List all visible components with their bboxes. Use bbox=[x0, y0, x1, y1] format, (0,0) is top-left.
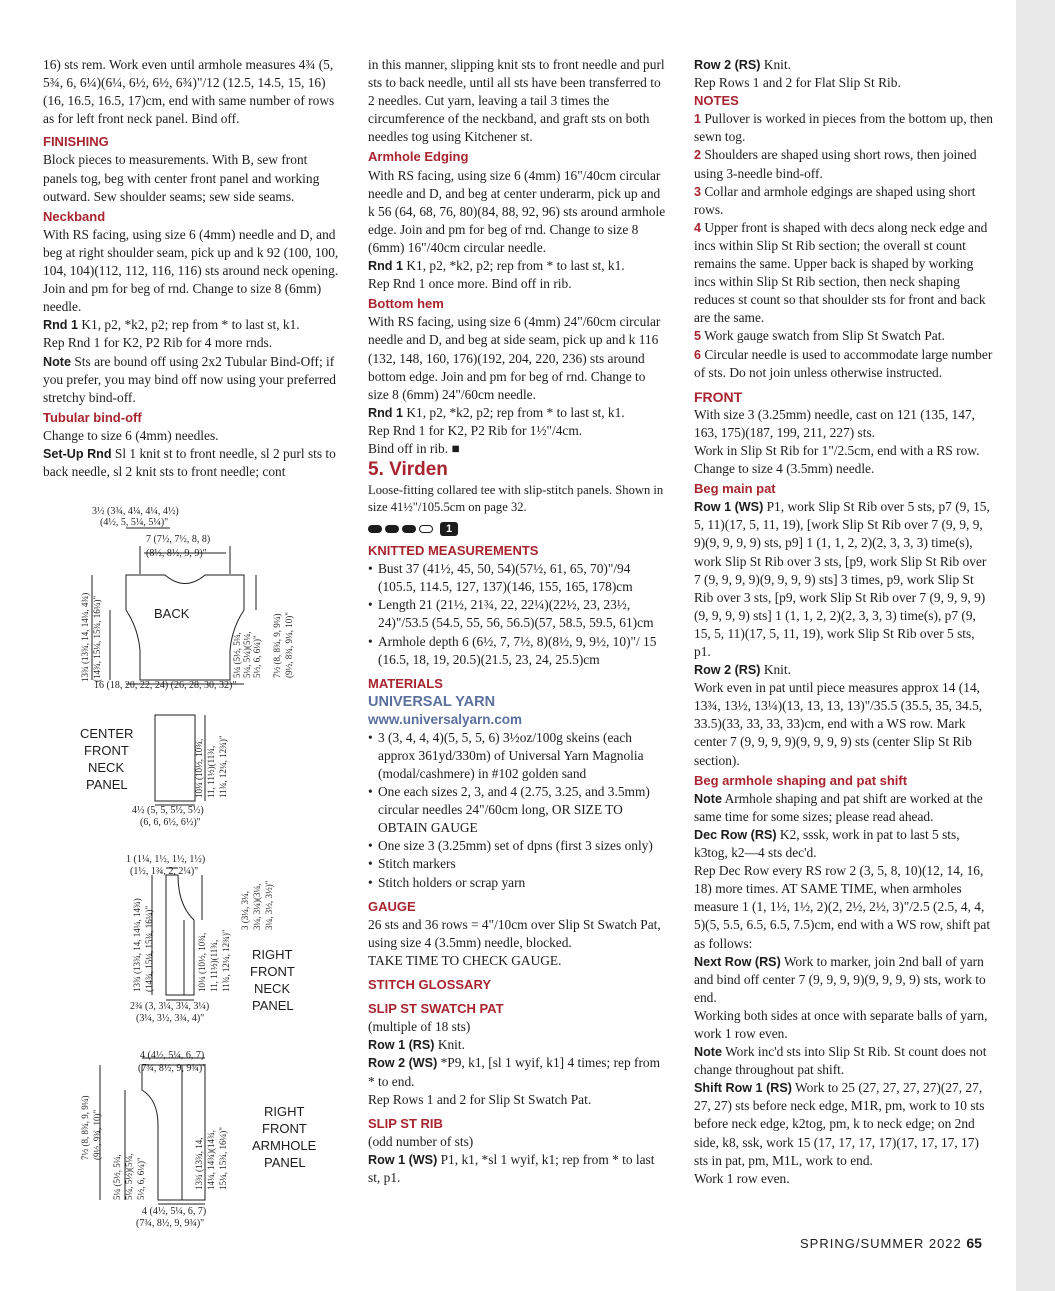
note-label: Note bbox=[694, 791, 722, 806]
rnd1-label: Rnd 1 bbox=[43, 318, 78, 333]
back-right-measure-1: 7½ (8, 8¾, 9, 9¼) bbox=[272, 613, 282, 678]
swatch-row2 bbox=[368, 1054, 668, 1090]
note-text: Shoulders are shaped using short rows, then joined using 3-needle bind-off. bbox=[694, 147, 977, 181]
rfarm-left-1: 7½ (8, 8¾, 9, 9¼) bbox=[80, 1095, 90, 1160]
gauge-text: 26 sts and 36 rows = 4"/10cm over Slip St Swatch Pat, using size 4 (3.5mm) needle, blocked. bbox=[368, 916, 661, 950]
row-text: P1, k1, *sl 1 wyif, k1; rep from * to last st, p1. bbox=[368, 1151, 655, 1185]
note-1 bbox=[694, 110, 994, 146]
list-item: • Armhole depth 6 (6½, 7, 7½, 8)(8½, 9, 9½, 10)"/ 15 (16.5, 18, 19, 20.5)(21.5, 23, 24, 25.5)cm bbox=[368, 633, 668, 669]
note-number: 6 bbox=[694, 347, 702, 362]
materials-heading: MATERIALS bbox=[368, 675, 443, 691]
center-label-2: FRONT bbox=[84, 743, 129, 758]
back-outline bbox=[126, 575, 244, 680]
rfneck-label-1: RIGHT bbox=[252, 947, 293, 962]
note-text: Armhole shaping and pat shift are worked at the same time for some sizes; please read ahead. bbox=[694, 790, 983, 824]
back-label: BACK bbox=[154, 606, 190, 621]
skill-number: 1 bbox=[440, 522, 458, 536]
bottom-hem-heading: Bottom hem bbox=[368, 296, 444, 312]
back-left-measure-2: (14¾, 15¼, 15¾, 16¼)" bbox=[92, 595, 102, 682]
rfneck-label-2: FRONT bbox=[250, 964, 295, 979]
rfarm-arm-3: 5½, 6, 6¼)" bbox=[136, 1157, 146, 1200]
setup-text: Sl 1 knit st to front needle, sl 2 purl sts to back needle, sl 2 knit sts to front needle; cont bbox=[43, 445, 336, 480]
page-footer bbox=[800, 1235, 982, 1251]
note-number: 3 bbox=[694, 184, 702, 199]
note-number: 2 bbox=[694, 148, 702, 163]
rfarm-bottom-1: 4 (4½, 5¼, 6, 7) bbox=[142, 1206, 207, 1217]
list-item: • Length 21 (21½, 21¾, 22, 22¼)(22½, 23, 23½, 24)"/53.5 (54.5, 55, 56, 56.5)(57, 58.5, 59.5, 61)cm bbox=[368, 596, 668, 632]
finishing-text: Block pieces to measurements. With B, sew front panels tog, beg with center front panel and working outward. Sew shoulder seams; sew side seams. bbox=[43, 152, 320, 204]
rnd1-text: K1, p2, *k2, p2; rep from * to last st, k1. bbox=[77, 317, 300, 333]
both-sides: Working both sides at once with separate balls of yarn, work 1 row even. bbox=[694, 1007, 988, 1041]
row-label: Shift Row 1 (RS) bbox=[694, 1081, 792, 1096]
next-row bbox=[694, 953, 994, 1007]
shift-row1 bbox=[694, 1079, 994, 1169]
armhole-heading: Armhole Edging bbox=[368, 149, 469, 165]
rfneck-label-4: PANEL bbox=[252, 998, 294, 1013]
rfneck-right-1: 3 (3¼, 3¼, bbox=[240, 891, 250, 930]
column-3 bbox=[694, 56, 994, 1188]
rfneck-label-3: NECK bbox=[254, 981, 291, 996]
swatch-multiple: (multiple of 18 sts) bbox=[368, 1019, 471, 1035]
rfneck-left-1: 13¾ (13¾, 14, 14¼, 14¾) bbox=[132, 898, 142, 992]
rfneck-mid-3: 11¾, 12¼, 12¾)" bbox=[221, 929, 231, 992]
pattern-title: 5. Virden bbox=[368, 459, 448, 481]
skill-level-icon bbox=[368, 520, 668, 538]
rib-row2 bbox=[694, 56, 994, 74]
row-text: *P9, k1, [sl 1 wyif, k1] 4 times; rep from * to end. bbox=[368, 1055, 661, 1089]
row-text: Work to marker, join 2nd ball of yarn and bind off center 7 (9, 9, 9, 9)(9, 9, 9, 9) sts, work to end. bbox=[694, 953, 986, 1005]
bottom-bind: Bind off in rib. ■ bbox=[368, 440, 460, 456]
swatch-row1 bbox=[368, 1036, 668, 1054]
back-arm-measure-2: 5¼, 5¼)(5¼, bbox=[242, 631, 252, 678]
bottom-rep: Rep Rnd 1 for K2, P2 Rib for 1½"/4cm. bbox=[368, 422, 583, 438]
setup-label: Set-Up Rnd bbox=[43, 446, 112, 461]
swatch-rep: Rep Rows 1 and 2 for Slip St Swatch Pat. bbox=[368, 1091, 592, 1107]
brand-url: www.universalyarn.com bbox=[368, 711, 523, 727]
rfarm-arm-1: 5¼ (5½, 5¼, bbox=[112, 1154, 122, 1200]
rfarm-top-1: 4 (4½, 5¼, 6, 7) bbox=[140, 1050, 205, 1061]
rfarm-mid-2: 14¼, 14¾)(14¾, bbox=[206, 1130, 216, 1190]
rfneck-bottom-2: (3¼, 3½, 3¾, 4)" bbox=[136, 1013, 205, 1024]
dec-rep: Rep Dec Row every RS row 2 (3, 5, 8, 10)(12, 14, 16, 18) more times. AT SAME TIME, when armholes measure 1 (1, 1½, 1½, 2)(2, 2½, 2½, 3)"/2.5 (2.5, 4, 4, 5)(5, 5.5, 6.5, 6.5, 7.5)cm, end with a WS row, shift pat as follows: bbox=[694, 863, 991, 951]
row-label: Next Row (RS) bbox=[694, 954, 781, 969]
row-label: Row 2 (RS) bbox=[694, 663, 761, 678]
materials-list bbox=[368, 729, 668, 892]
front-rib: Work in Slip St Rib for 1"/2.5cm, end with a RS row. Change to size 4 (3.5mm) needle. bbox=[694, 442, 980, 477]
list-item: • Stitch markers bbox=[368, 855, 668, 873]
bottom-hem-text: With RS facing, using size 6 (4mm) 24"/60cm circular needle and D, and beg at side seam, pick up and k 116 (132, 148, 160, 176)(192, 204, 220, 236) sts around bottom edge. Join and pm for beg of rnd. Change to size 8 (6mm) 24"/60cm needle. bbox=[368, 314, 661, 402]
rfneck-mid-2: 11, 11½)(11¾, bbox=[209, 939, 219, 992]
note-text: Collar and armhole edgings are shaped using short rows. bbox=[694, 183, 976, 217]
rfarm-top-2: (7¾, 8½, 9, 9¾)" bbox=[138, 1063, 207, 1074]
neckband-rnd1 bbox=[43, 316, 343, 334]
row-text: Knit. bbox=[434, 1037, 465, 1053]
note-2 bbox=[694, 146, 994, 182]
back-arm-measure-3: 5½, 6, 6¼)" bbox=[252, 635, 262, 678]
issue-label: SPRING/SUMMER 2022 bbox=[800, 1236, 962, 1251]
bottom-rnd1 bbox=[368, 404, 668, 422]
right-front-neck-outline bbox=[166, 875, 194, 995]
back-arm-measure-1: 5¼ (5½, 5¼, bbox=[232, 632, 242, 678]
neckband-heading: Neckband bbox=[43, 208, 106, 224]
neckband-note bbox=[43, 353, 343, 407]
tubular-heading: Tubular bind-off bbox=[43, 409, 142, 425]
page-number: 65 bbox=[966, 1235, 982, 1251]
rnd1-text: K1, p2, *k2, p2; rep from * to last st, k1. bbox=[402, 404, 625, 420]
center-bottom-2: (6, 6, 6½, 6½)" bbox=[140, 817, 201, 828]
rfarm-bottom-2: (7¾, 8½, 9, 9¾)" bbox=[136, 1218, 205, 1229]
note-label: Note bbox=[694, 1045, 722, 1060]
center-label-4: PANEL bbox=[86, 777, 128, 792]
list-item: • 3 (3, 4, 4, 4)(5, 5, 5, 6) 3½oz/100g skeins (each approx 361yd/330m) of Universal Yarn Magnolia (modal/cashmere) in #102 golden sand bbox=[368, 729, 668, 783]
rfneck-top-1: 1 (1¼, 1½, 1½, 1½) bbox=[126, 854, 206, 865]
setup-rnd bbox=[43, 445, 343, 481]
back-neck-measure-1: 7 (7½, 7½, 8, 8) bbox=[146, 534, 211, 545]
tubular-change: Change to size 6 (4mm) needles. bbox=[43, 427, 219, 443]
rfarm-mid-1: 13¾ (13¾, 14, bbox=[194, 1137, 204, 1190]
measurements-list bbox=[368, 560, 668, 669]
armhole-shaping-heading: Beg armhole shaping and pat shift bbox=[694, 772, 908, 788]
dec-row bbox=[694, 826, 994, 862]
row-text: Knit. bbox=[760, 662, 791, 678]
main-row1 bbox=[694, 498, 994, 661]
back-top-measure-2: (4½, 5, 5¼, 5¼)" bbox=[100, 517, 169, 528]
rfarm-label-4: PANEL bbox=[264, 1155, 306, 1170]
rib-odd: (odd number of sts) bbox=[368, 1133, 474, 1149]
neckband-text: With RS facing, using size 6 (4mm) needle and D, and beg at right shoulder seam, pick up and k 92 (100, 100, 104, 104)(112, 112, 116, 116) sts around neck opening. Join and pm for beg of rnd. Change to size 8 (6mm) needle. bbox=[43, 226, 339, 315]
row-label: Row 2 (WS) bbox=[368, 1056, 438, 1071]
armhole-rep: Rep Rnd 1 once more. Bind off in rib. bbox=[368, 276, 572, 292]
note-6 bbox=[694, 346, 994, 382]
note-number: 5 bbox=[694, 329, 702, 344]
row-text: P1, work Slip St Rib over 5 sts, p7 (9, 15, 5, 11)(17, 5, 11, 19), [work Slip St Rib over 7 (9, 9, 9, 9)(9, 9, 9, 9) sts, p9] 1 (1, 1, 2, 2)(2, 3, 3, 3) time(s), work Slip St Rib over 3 sts, [p9, work Slip St Rib over 7 (9, 9, 9, 9)(9, 9, 9, 9) sts] 3 times, p9, work Slip St Rib over 3 sts, [p9, work Slip St Rib over 7 (9, 9, 9, 9)(9, 9, 9, 9) sts] 1 (1, 1, 2, 2)(2, 3, 3, 3) time(s), p7 (9, 15, 5, 11)(17, 5, 11, 19), work Slip St Rib over 5 sts, p1. bbox=[694, 499, 990, 659]
back-neck-continuation: 16) sts rem. Work even until armhole measures 4¾ (5, 5¾, 6, 6¼)(6¼, 6½, 6½, 6¾)"/12 (12.5, 14.5, 15, 16)(16, 16.5, 16.5, 17)cm, end with same number of rows as for left front neck panel. Bind off. bbox=[43, 57, 335, 127]
rnd1-text: K1, p2, *k2, p2; rep from * to last st, k1. bbox=[402, 258, 625, 274]
rfneck-mid-1: 10¼ (10½, 10¾, bbox=[197, 932, 207, 992]
rfarm-arm-2: 5¼, 5½)(5¼, bbox=[124, 1153, 134, 1200]
row-text: Knit. bbox=[760, 57, 791, 72]
note-4 bbox=[694, 219, 994, 328]
back-bottom-measure: 16 (18, 20, 22, 24) (26, 28, 30, 32)" bbox=[94, 680, 237, 691]
note-text: Work gauge swatch from Slip St Swatch Pat. bbox=[701, 328, 945, 344]
schematics bbox=[70, 500, 340, 1230]
row-label: Row 1 (WS) bbox=[368, 1152, 438, 1167]
row-text: K2, sssk, work in pat to last 5 sts, k3tog, k2—4 sts dec'd. bbox=[694, 826, 960, 861]
note-number: 4 bbox=[694, 220, 702, 235]
shaping-note bbox=[694, 790, 994, 826]
gauge-heading: GAUGE bbox=[368, 898, 416, 914]
pattern-description: Loose-fitting collared tee with slip-stitch panels. Shown in size 41½"/105.5cm on page 32. bbox=[368, 483, 664, 515]
center-height-1: 10¼ (10½, 10¾, bbox=[194, 738, 204, 798]
column-2 bbox=[368, 56, 668, 1187]
rib-heading: SLIP ST RIB bbox=[368, 1115, 443, 1131]
swatch-heading: SLIP ST SWATCH PAT bbox=[368, 1001, 504, 1017]
rnd1-label: Rnd 1 bbox=[368, 259, 403, 274]
work-even: Work even in pat until piece measures approx 14 (14, 13¾, 13½, 13¼)(13, 13, 13, 13)"/35.5 (35.5, 35, 34.5, 33.5)(33, 33, 33, 33)cm, end with a WS row. Mark center 7 (9, 9, 9, 9)(9, 9, 9, 9) sts (center Slip St Rib section). bbox=[694, 680, 983, 768]
brand-name: UNIVERSAL YARN bbox=[368, 693, 496, 710]
note-label: Note bbox=[43, 354, 71, 369]
rfarm-label-2: FRONT bbox=[262, 1121, 307, 1136]
rib-rep: Rep Rows 1 and 2 for Flat Slip St Rib. bbox=[694, 75, 901, 91]
note-5 bbox=[694, 327, 994, 345]
finishing-heading: FINISHING bbox=[43, 134, 109, 150]
list-item: • Stitch holders or scrap yarn bbox=[368, 874, 668, 892]
back-top-measure-1: 3½ (3¾, 4¼, 4¼, 4½) bbox=[92, 506, 179, 517]
gauge-check: TAKE TIME TO CHECK GAUGE. bbox=[368, 952, 562, 968]
center-height-2: 11, 11½)(11¾, bbox=[206, 745, 216, 798]
row-label: Dec Row (RS) bbox=[694, 827, 777, 842]
note-text: Upper front is shaped with decs along neck edge and incs within Slip St Rib section; the overall st count remains the same. Upper back is shaped by working incs within Slip St Rib section, then neck shaping reduces st count so that shoulder sts for front and back are the same. bbox=[694, 219, 988, 326]
list-item: • One size 3 (3.25mm) set of dpns (first 3 sizes only) bbox=[368, 837, 668, 855]
column-1 bbox=[43, 56, 343, 481]
back-neck-measure-2: (8½, 8½, 9, 9)" bbox=[146, 548, 207, 559]
front-heading: FRONT bbox=[694, 388, 743, 405]
rib-row1 bbox=[368, 1151, 668, 1187]
row-label: Row 1 (WS) bbox=[694, 500, 764, 515]
rfneck-left-2: (14¾, 15¼, 15¾, 16¼)" bbox=[144, 905, 154, 992]
note-text: Circular needle is used to accommodate large number of sts. Do not join unless otherwise instructed. bbox=[694, 346, 993, 380]
work-1-row: Work 1 row even. bbox=[694, 1170, 790, 1186]
back-left-measure-1: 13¾ (13¾, 14, 14¼, 4¾) bbox=[80, 592, 90, 682]
rfneck-bottom-1: 2¾ (3, 3¼, 3¼, 3¼) bbox=[130, 1001, 210, 1012]
center-height-3: 11¾, 12¼, 12¾)" bbox=[218, 735, 228, 798]
shift-note bbox=[694, 1043, 994, 1079]
rfneck-top-2: (1½, 1¾, 2, 2¼)" bbox=[130, 866, 199, 877]
neckband-rep: Rep Rnd 1 for K2, P2 Rib for 4 more rnds. bbox=[43, 335, 273, 351]
rfarm-mid-3: 15¼, 15¾, 16¼)" bbox=[218, 1127, 228, 1190]
main-row2 bbox=[694, 661, 994, 679]
back-right-measure-2: (9½, 8¾, 9¼, 10)" bbox=[284, 612, 294, 678]
list-item: • Bust 37 (41½, 45, 50, 54)(57½, 61, 65, 70)"/94 (105.5, 114.5, 127, 137)(146, 155, 165, 178)cm bbox=[368, 560, 668, 596]
front-cast-on: With size 3 (3.25mm) needle, cast on 121 (135, 147, 163, 175)(187, 199, 211, 227) sts. bbox=[694, 406, 975, 440]
rfarm-label-3: ARMHOLE bbox=[252, 1138, 317, 1153]
measurements-heading: KNITTED MEASUREMENTS bbox=[368, 543, 539, 559]
center-label-1: CENTER bbox=[80, 726, 134, 741]
note-number: 1 bbox=[694, 112, 702, 127]
note-text: Sts are bound off using 2x2 Tubular Bind-Off; if you prefer, you may bind off now using your preferred stretchy bind-off. bbox=[43, 353, 336, 405]
rfarm-left-2: (9½, 9¾, 10)" bbox=[92, 1109, 102, 1160]
tubular-continuation: in this manner, slipping knit sts to front needle and purl sts to back needle, until all sts have been transferred to 2 needles. Cut yarn, leaving a tail 3 times the circumference of the neckband, and graft sts on both needles tog using Kitchener st. bbox=[368, 57, 665, 145]
note-text: Work inc'd sts into Slip St Rib. St count does not change throughout pat shift. bbox=[694, 1044, 987, 1078]
rfneck-right-3: 3¼, 3½, 3½)" bbox=[264, 880, 274, 930]
row-label: Row 2 (RS) bbox=[694, 58, 761, 72]
row-label: Row 1 (RS) bbox=[368, 1038, 435, 1053]
rfneck-right-2: 3¼, 3¼)(3¼, bbox=[252, 883, 262, 930]
note-3 bbox=[694, 183, 994, 219]
center-bottom-1: 4½ (5, 5, 5½, 5½) bbox=[132, 805, 204, 816]
note-text: Pullover is worked in pieces from the bottom up, then sewn tog. bbox=[694, 111, 993, 145]
rnd1-label: Rnd 1 bbox=[368, 405, 403, 420]
center-label-3: NECK bbox=[88, 760, 125, 775]
list-item: • One each sizes 2, 3, and 4 (2.75, 3.25, and 3.5mm) circular needles 24"/60cm long, OR SIZE TO OBTAIN GAUGE bbox=[368, 783, 668, 837]
armhole-text: With RS facing, using size 6 (4mm) 16"/40cm circular needle and D, and beg at center underarm, pick up and k 56 (64, 68, 76, 80)(84, 88, 92, 96) sts around armhole edge. Join and pm for beg of rnd. Change to size 8 (6mm) 16"/40cm circular needle. bbox=[368, 167, 666, 255]
armhole-rnd1 bbox=[368, 257, 668, 275]
glossary-heading: STITCH GLOSSARY bbox=[368, 977, 492, 993]
notes-heading: NOTES bbox=[694, 93, 739, 109]
beg-main-heading: Beg main pat bbox=[694, 481, 776, 497]
rfarm-label-1: RIGHT bbox=[264, 1104, 305, 1119]
row-text: Work to 25 (27, 27, 27, 27)(27, 27, 27, 27) sts before neck edge, M1R, pm, work to 10 sts before neck edge, k2tog, pm, k to neck edge; on 2nd side, k8, ssk, work 15 (17, 17, 17, 17)(17, 17, 17, 17) sts in pat, pm, M1L, work to end. bbox=[694, 1080, 985, 1168]
